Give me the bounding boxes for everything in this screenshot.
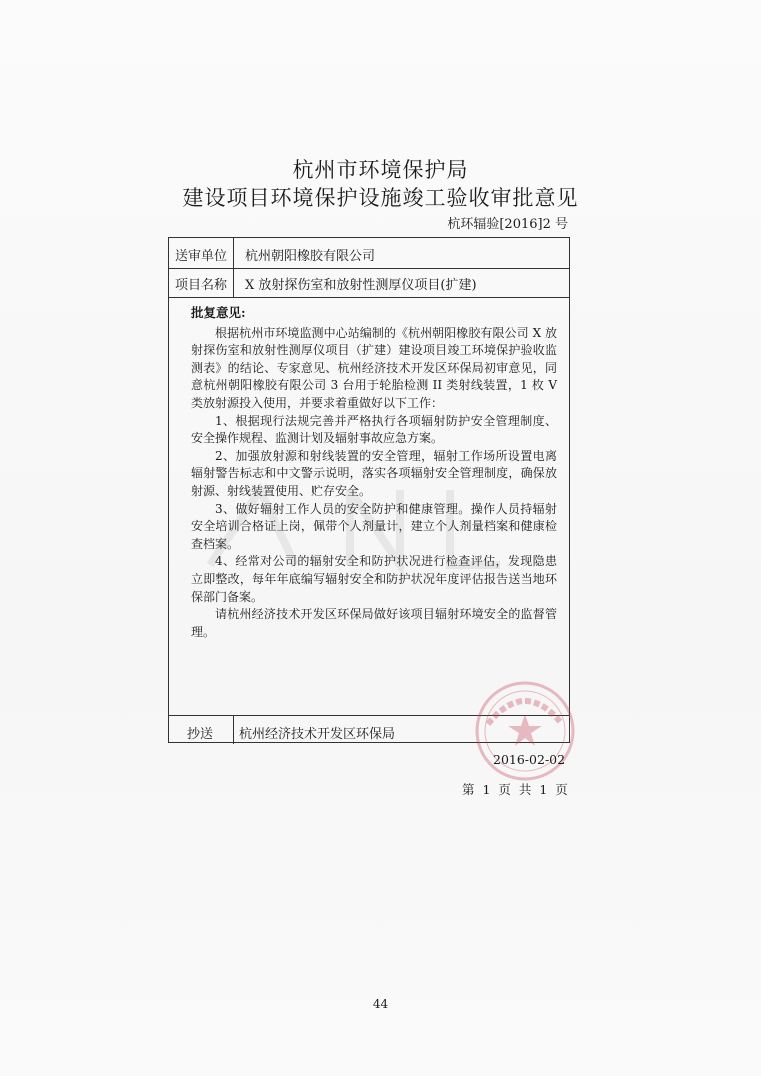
page-count: 第 1 页 共 1 页 [462,782,568,797]
document-title: 建设项目环境保护设施竣工验收审批意见 [182,186,579,210]
opinion-paragraph: 3、做好辐射工作人员的安全防护和健康管理。操作人员持辐射安全培训合格证上岗，佩带个人剂量计，建立个人剂量档案和健康检查档案。 [191,501,557,551]
agency-title: 杭州市环境保护局 [292,158,469,182]
opinion-paragraph: 请杭州经济技术开发区环保局做好该项目辐射环境安全的监督管理。 [191,607,557,639]
document-number: 杭环辐验[2016]2 号 [447,217,568,232]
row-divider [169,268,569,269]
cc-value: 杭州经济技术开发区环保局 [239,727,396,742]
opinion-paragraph: 4、经常对公司的辐射安全和防护状况进行检查评估，发现隐患立即整改，每年年底编写辐射安全和防护状况年度评估报告送当地环保部门备案。 [191,554,557,604]
opinion-paragraph: 根据杭州市环境监测中心站编制的《杭州朝阳橡胶有限公司 X 放射探伤室和放射性测厚仪项目（扩建）建设项目竣工环境保护验收监测表》的结论、专家意见、杭州经济技术开发区环保局初审意见，同意杭州朝阳橡胶有限公司 3 台用于轮胎检测 II 类射线装置，1 枚 V 类放射源投入使用，并要求着重做好以下工作： [191,325,557,410]
page-number: 44 [372,997,389,1011]
column-divider [233,238,234,297]
row-divider [169,715,569,716]
cc-label: 抄送 [187,727,214,742]
opinion-paragraph: 2、加强放射源和射线装置的安全管理，辐射工作场所设置电离辐射警告标志和中文警示说明，落实各项辐射安全管理制度，确保放射源、射线装置使用、贮存安全。 [191,448,557,498]
project-value: X 放射探伤室和放射性测厚仪项目(扩建) [245,278,477,293]
sender-value: 杭州朝阳橡胶有限公司 [245,249,376,264]
issue-date: 2016-02-02 [493,752,566,767]
approval-opinion-body [191,304,557,641]
opinion-heading: 批复意见: [191,305,246,320]
row-divider [169,297,569,298]
approval-form-table [168,237,570,743]
sender-label: 送审单位 [175,249,228,264]
column-divider [233,715,234,744]
opinion-paragraph: 1、根据现行法规完善并严格执行各项辐射防护安全管理制度、安全操作规程、监测计划及辐射事故应急方案。 [191,413,557,446]
project-label: 项目名称 [175,278,228,293]
